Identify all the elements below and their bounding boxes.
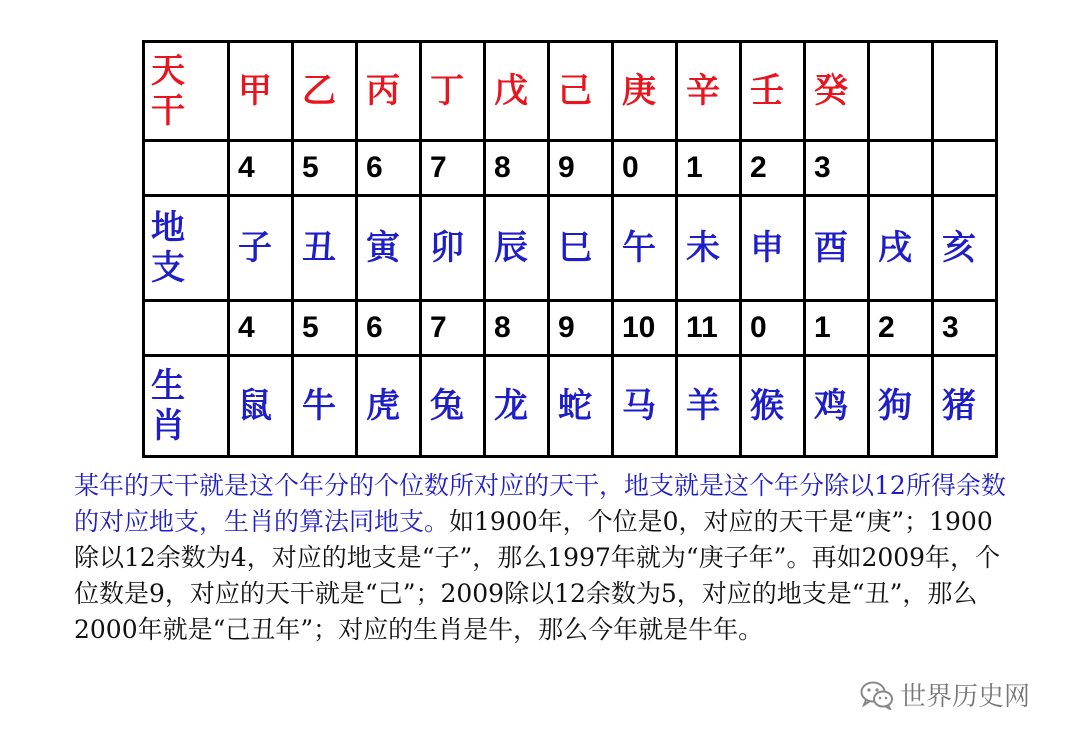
branch-cell: 未 — [677, 196, 741, 301]
stem-cell: 癸 — [805, 42, 869, 141]
branch-cell: 丑 — [293, 196, 357, 301]
zodiac-cell: 马 — [613, 356, 677, 457]
zodiac-cell: 蛇 — [549, 356, 613, 457]
branch-number-cell: 10 — [613, 301, 677, 356]
explanation-paragraph — [74, 468, 1014, 648]
stem-cell: 庚 — [613, 42, 677, 141]
stem-number-cell: 7 — [421, 141, 485, 196]
branch-number-cell: 6 — [357, 301, 421, 356]
watermark — [860, 676, 1030, 713]
stem-cell: 丁 — [421, 42, 485, 141]
branch-cell: 酉 — [805, 196, 869, 301]
branch-number-cell: 11 — [677, 301, 741, 356]
branch-number-label-empty — [144, 301, 229, 356]
branch-cell: 巳 — [549, 196, 613, 301]
stem-cell: 乙 — [293, 42, 357, 141]
stem-cell: 戊 — [485, 42, 549, 141]
branch-number-cell: 8 — [485, 301, 549, 356]
stem-number-cell: 3 — [805, 141, 869, 196]
zodiac-cell: 猪 — [933, 356, 997, 457]
zodiac-cell: 虎 — [357, 356, 421, 457]
stem-number-cell: 2 — [741, 141, 805, 196]
zodiac-cell: 兔 — [421, 356, 485, 457]
branch-number-cell: 0 — [741, 301, 805, 356]
stem-cell: 壬 — [741, 42, 805, 141]
zodiac-cell: 狗 — [869, 356, 933, 457]
heavenly-stems-label: 天 干 — [144, 42, 229, 141]
branch-number-cell: 1 — [805, 301, 869, 356]
ganzhi-table — [142, 40, 998, 458]
stem-number-cell: 5 — [293, 141, 357, 196]
stem-number-cell: 9 — [549, 141, 613, 196]
stem-number-cell: 6 — [357, 141, 421, 196]
explanation-black-text: 如1900年，个位是0，对应的天干是“庚”；1900除以12余数为4，对应的地支是“子”，那么1997年就为“庚子年”。再如2009年，个位数是9，对应的天干就是“己”；2009除以12余数为5，对应的地支是“丑”，那么2000年就是“己丑年”；对应的生肖是牛，那么今年就是牛年。 — [74, 507, 1001, 644]
explanation-blue-text: 某年的天干就是这个年分的个位数所对应的天干，地支就是这个年分除以12所得余数的对应地支，生肖的算法同地支。 — [74, 471, 1006, 536]
stem-number-cell: 1 — [677, 141, 741, 196]
zodiac-row — [144, 356, 997, 457]
branch-number-cell: 9 — [549, 301, 613, 356]
stem-number-cell: 4 — [229, 141, 293, 196]
stem-number-cell-empty — [933, 141, 997, 196]
stem-cell-empty — [933, 42, 997, 141]
stem-number-cell: 8 — [485, 141, 549, 196]
branch-cell: 辰 — [485, 196, 549, 301]
branch-number-cell: 4 — [229, 301, 293, 356]
zodiac-cell: 鼠 — [229, 356, 293, 457]
branch-cell: 申 — [741, 196, 805, 301]
zodiac-cell: 鸡 — [805, 356, 869, 457]
branch-cell: 戌 — [869, 196, 933, 301]
zodiac-cell: 龙 — [485, 356, 549, 457]
stem-number-row — [144, 141, 997, 196]
stem-cell: 甲 — [229, 42, 293, 141]
branch-cell: 寅 — [357, 196, 421, 301]
stem-cell: 己 — [549, 42, 613, 141]
wechat-icon — [860, 680, 894, 710]
stem-number-label-empty — [144, 141, 229, 196]
earthly-branches-label: 地 支 — [144, 196, 229, 301]
branch-cell: 亥 — [933, 196, 997, 301]
branch-cell: 子 — [229, 196, 293, 301]
branch-cell: 午 — [613, 196, 677, 301]
stem-number-cell: 0 — [613, 141, 677, 196]
zodiac-cell: 羊 — [677, 356, 741, 457]
branch-number-cell: 2 — [869, 301, 933, 356]
branch-number-cell: 5 — [293, 301, 357, 356]
branch-number-cell: 7 — [421, 301, 485, 356]
branch-cell: 卯 — [421, 196, 485, 301]
heavenly-stems-row — [144, 42, 997, 141]
watermark-text: 世界历史网 — [900, 682, 1031, 712]
stem-cell-empty — [869, 42, 933, 141]
stem-number-cell-empty — [869, 141, 933, 196]
stem-cell: 辛 — [677, 42, 741, 141]
zodiac-cell: 牛 — [293, 356, 357, 457]
zodiac-label: 生 肖 — [144, 356, 229, 457]
stem-cell: 丙 — [357, 42, 421, 141]
branch-number-cell: 3 — [933, 301, 997, 356]
earthly-branches-row — [144, 196, 997, 301]
branch-number-row — [144, 301, 997, 356]
zodiac-cell: 猴 — [741, 356, 805, 457]
